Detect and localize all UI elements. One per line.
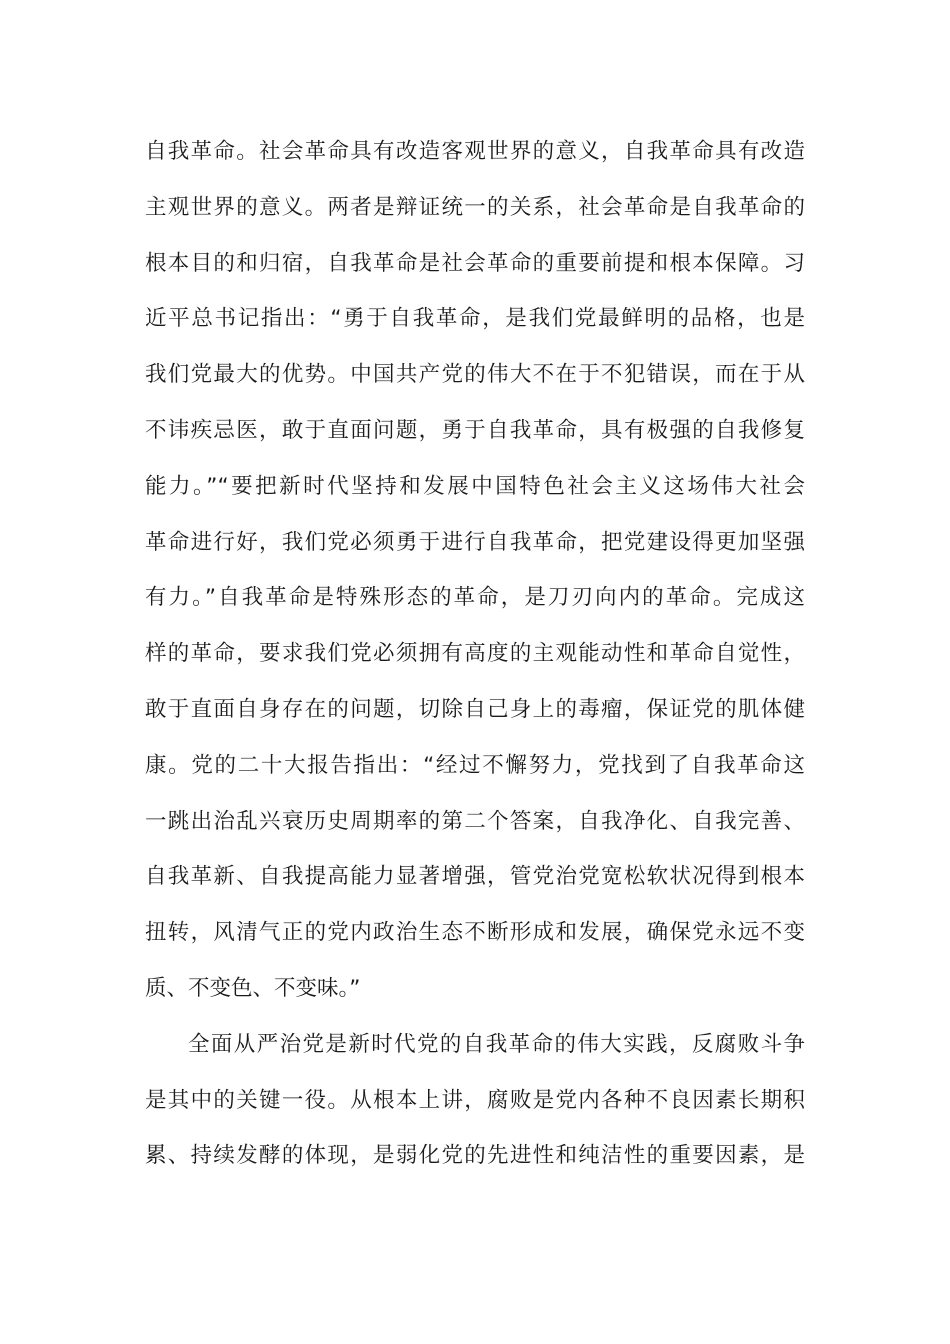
text-line: 一跳出治乱兴衰历史周期率的第二个答案，自我净化、自我完善、 bbox=[145, 808, 805, 834]
text-line: 样的革命，要求我们党必须拥有高度的主观能动性和革命自觉性， bbox=[145, 641, 805, 667]
text-line: 自我革命。社会革命具有改造客观世界的意义，自我革命具有改造 bbox=[145, 139, 805, 164]
text-line: 能力。”“要把新时代坚持和发展中国特色社会主义这场伟大社会 bbox=[145, 473, 805, 499]
text-line: 扭转，风清气正的党内政治生态不断形成和发展，确保党永远不变 bbox=[145, 920, 805, 946]
text-line: 我们党最大的优势。中国共产党的伟大不在于不犯错误，而在于从 bbox=[145, 362, 805, 388]
text-line: 不讳疾忌医，敢于直面问题，勇于自我革命，具有极强的自我修复 bbox=[145, 417, 805, 443]
text-line: 革命进行好，我们党必须勇于进行自我革命，把党建设得更加坚强 bbox=[145, 529, 805, 555]
paragraph-end-line: 质、不变色、不变味。” bbox=[145, 975, 361, 1001]
text-line: 根本目的和归宿，自我革命是社会革命的重要前提和根本保障。习 bbox=[145, 250, 805, 276]
text-line: 主观世界的意义。两者是辩证统一的关系，社会革命是自我革命的 bbox=[145, 194, 805, 220]
text-line: 自我革新、自我提高能力显著增强，管党治党宽松软状况得到根本 bbox=[145, 864, 805, 890]
text-line: 累、持续发酵的体现，是弱化党的先进性和纯洁性的重要因素，是 bbox=[145, 1143, 805, 1169]
text-line: 敢于直面自身存在的问题，切除自己身上的毒瘤，保证党的肌体健 bbox=[145, 696, 805, 722]
text-line: 有力。”自我革命是特殊形态的革命，是刀刃向内的革命。完成这 bbox=[145, 585, 805, 611]
document-body bbox=[145, 130, 805, 1190]
paragraph-start-line: 全面从严治党是新时代党的自我革命的伟大实践，反腐败斗争 bbox=[188, 1031, 805, 1057]
text-line: 近平总书记指出：“勇于自我革命，是我们党最鲜明的品格，也是 bbox=[145, 306, 805, 332]
text-line: 是其中的关键一役。从根本上讲，腐败是党内各种不良因素长期积 bbox=[145, 1087, 805, 1113]
text-line: 康。党的二十大报告指出：“经过不懈努力，党找到了自我革命这 bbox=[145, 752, 805, 778]
